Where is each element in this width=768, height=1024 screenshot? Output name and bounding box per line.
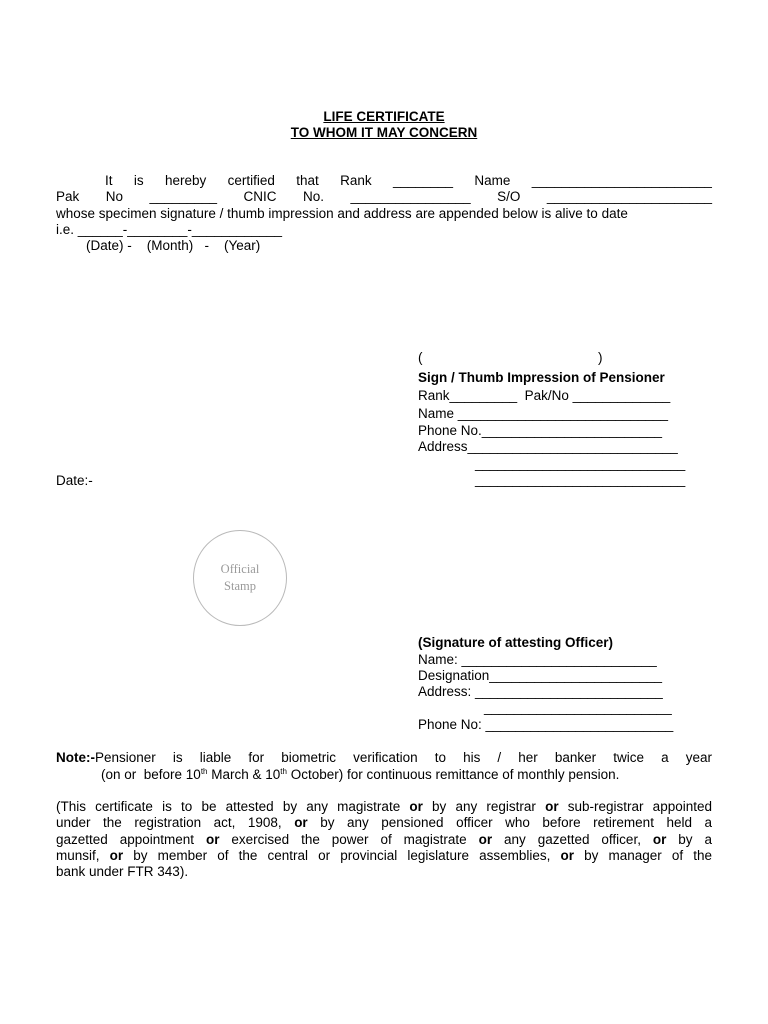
document-title: LIFE CERTIFICATE bbox=[323, 109, 445, 124]
stamp-text-line-2: Stamp bbox=[224, 579, 256, 593]
pensioner-signature-heading: Sign / Thumb Impression of Pensioner bbox=[418, 370, 665, 385]
certification-date-legend: (Date) - (Month) - (Year) bbox=[86, 238, 261, 253]
date-label: Date:- bbox=[56, 473, 93, 488]
official-stamp-placeholder bbox=[193, 530, 287, 626]
note-line-2: (on or before 10th March & 10th October) for continuous remittance of monthly pension. bbox=[101, 767, 620, 782]
note-label: Note:- bbox=[56, 750, 95, 765]
certification-line-3: whose specimen signature / thumb impression and address are appended below is alive to date bbox=[56, 206, 628, 221]
attesting-officer-heading: (Signature of attesting Officer) bbox=[418, 635, 614, 650]
signature-bracket-open: ( bbox=[418, 350, 423, 365]
pensioner-address-line-3: ____________________________ bbox=[475, 472, 686, 487]
pensioner-phone-field: Phone No.________________________ bbox=[418, 423, 662, 438]
certification-line-2: Pak No _________ CNIC No. ________________ S/O ______________________ bbox=[56, 189, 712, 204]
document-subtitle: TO WHOM IT MAY CONCERN bbox=[290, 125, 478, 140]
attestation-paragraph: (This certificate is to be attested by any magistrate or by any registrar or sub-registrar appointed under the registration act, 1908, or by any pensioned officer who before retirement held a gazetted appointment or exercised the power of magistrate or any gazetted officer, or by a munsif, or by member of the central or provincial legislature assemblies, or by manager of the bank under FTR 343). bbox=[56, 799, 712, 880]
pensioner-rank-field: Rank_________ Pak/No _____________ bbox=[418, 388, 671, 403]
signature-bracket-close: ) bbox=[598, 350, 603, 365]
pensioner-address-line-2: ____________________________ bbox=[475, 456, 686, 471]
officer-phone-field: Phone No: _________________________ bbox=[418, 717, 674, 732]
pensioner-address-field: Address____________________________ bbox=[418, 439, 678, 454]
officer-designation-field: Designation_______________________ bbox=[418, 668, 662, 683]
officer-address-field: Address: _________________________ bbox=[418, 684, 663, 699]
certification-date-field: i.e. ______-________-____________ bbox=[56, 222, 282, 237]
note-line-1: Note:-Pensioner is liable for biometric verification to his / her banker twice a year bbox=[56, 750, 712, 765]
certification-line-1: It is hereby certified that Rank ________ Name ________________________ bbox=[105, 173, 712, 188]
officer-name-field: Name: __________________________ bbox=[418, 652, 657, 667]
pensioner-name-field: Name ____________________________ bbox=[418, 406, 668, 421]
stamp-text-line-1: Official bbox=[220, 562, 260, 576]
officer-address-line-2: _________________________ bbox=[484, 700, 672, 715]
